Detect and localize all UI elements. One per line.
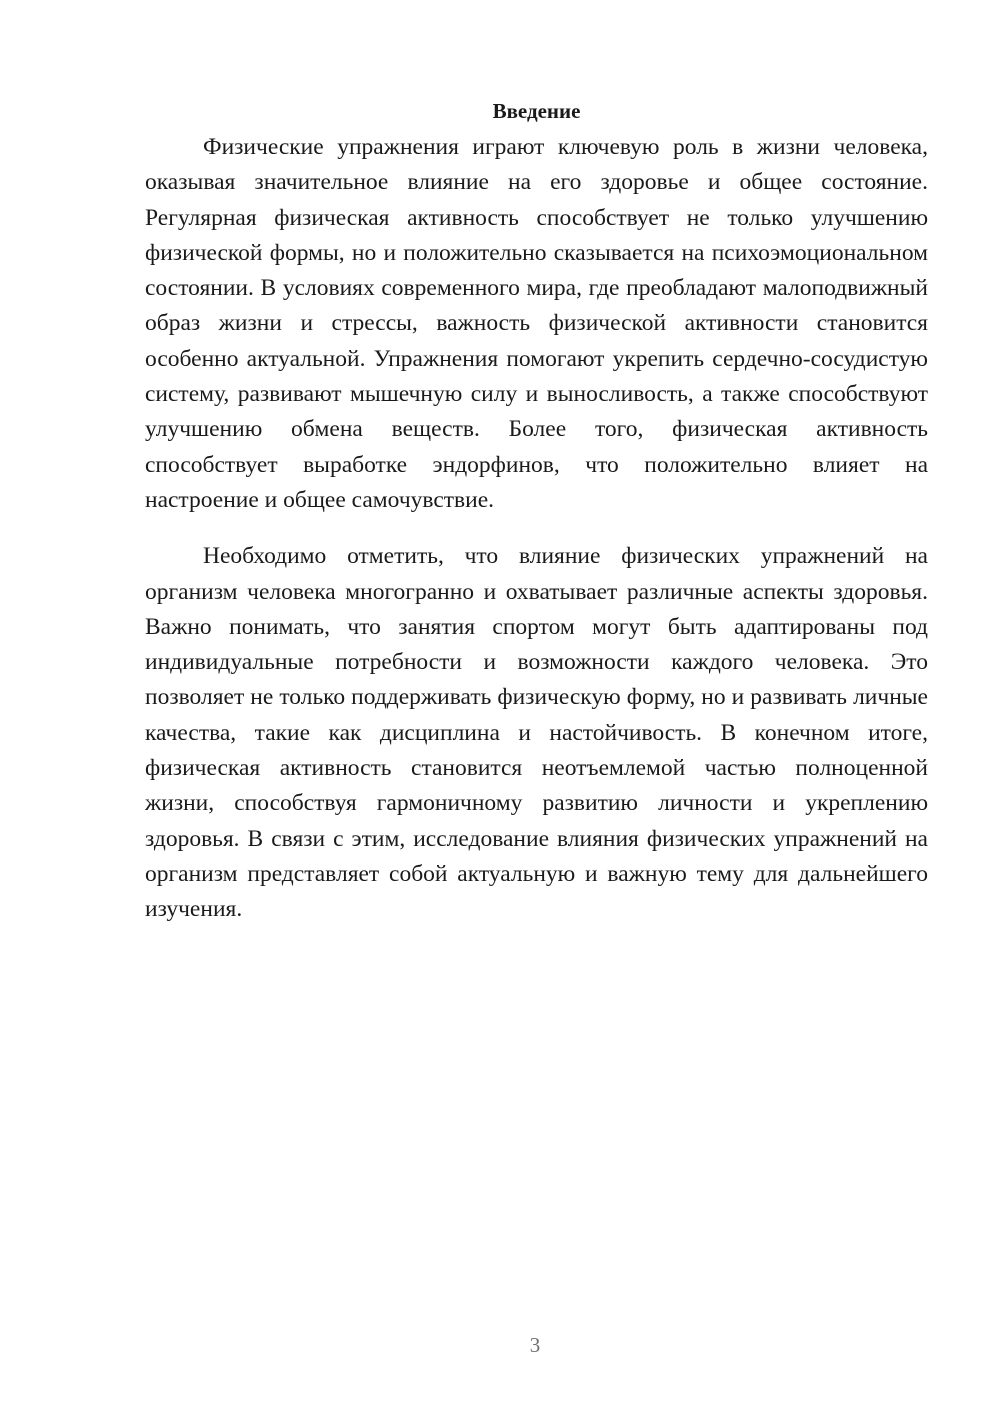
page-number: 3 (529, 1333, 541, 1357)
paragraph-2: Необходимо отметить, что влияние физических упражнений на организм человека многогранно и охватывает различные аспекты здоровья. Важно понимать, что занятия спортом могут быть адаптированы под индивидуальные потребности и возможности каждого человека. Это позволяет не только поддерживать физическую форму, но и развивать личные качества, такие как дисциплина и настойчивость. В конечном итоге, физическая активность становится неотъемлемой частью полноценной жизни, способствуя гармоничному развитию личности и укреплению здоровья. В связи с этим, исследование влияния физических упражнений на организм представляет собой актуальную и важную тему для дальнейшего изучения. (145, 543, 928, 923)
section-heading: Введение (492, 99, 581, 123)
paragraph-1: Физические упражнения играют ключевую роль в жизни человека, оказывая значительное влияние на его здоровье и общее состояние. Регулярная физическая активность способствует не только улучшению физической формы, но и положительно сказывается на психоэмоциональном состоянии. В условиях современного мира, где преобладают малоподвижный образ жизни и стрессы, важность физической активности становится особенно актуальной. Упражнения помогают укрепить сердечно-сосудистую систему, развивают мышечную силу и выносливость, а также способствуют улучшению обмена веществ. Более того, физическая активность способствует выработке эндорфинов, что положительно влияет на настроение и общее самочувствие. (145, 134, 928, 513)
page-content (145, 96, 928, 928)
